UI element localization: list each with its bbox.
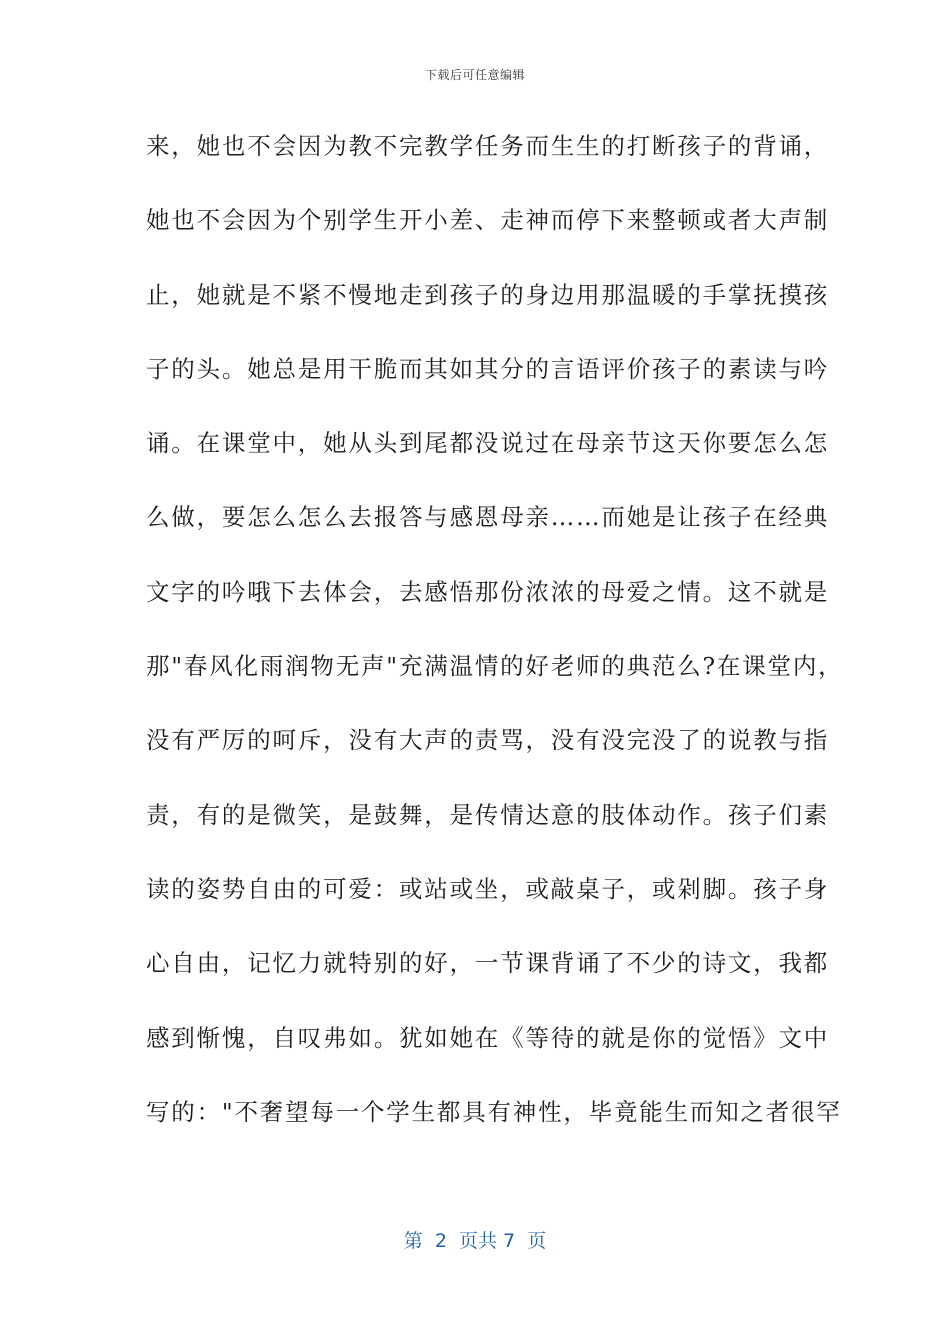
text-line: 没有严厉的呵斥，没有大声的责骂，没有没完没了的说教与指 bbox=[146, 726, 830, 755]
text-line: 写的："不奢望每一个学生都具有神性，毕竟能生而知之者很罕 bbox=[146, 1097, 842, 1126]
text-line: 止，她就是不紧不慢地走到孩子的身边用那温暖的手掌抚摸孩 bbox=[146, 280, 830, 309]
page-number-footer: 第 2 页共 7 页 bbox=[403, 1230, 547, 1252]
text-line: 读的姿势自由的可爱：或站或坐，或敲桌子，或剁脚。孩子身 bbox=[146, 874, 830, 903]
body-text bbox=[146, 120, 844, 1160]
text-line: 来，她也不会因为教不完教学任务而生生的打断孩子的背诵， bbox=[146, 132, 830, 160]
text-line: 责，有的是微笑，是鼓舞，是传情达意的肢体动作。孩子们素 bbox=[146, 800, 830, 829]
text-line: 她也不会因为个别学生开小差、走神而停下来整顿或者大声制 bbox=[146, 206, 830, 235]
text-line: 心自由，记忆力就特别的好，一节课背诵了不少的诗文，我都 bbox=[146, 949, 830, 978]
text-line: 文字的吟哦下去体会，去感悟那份浓浓的母爱之情。这不就是 bbox=[146, 577, 830, 606]
text-line: 么做，要怎么怎么去报答与感恩母亲……而她是让孩子在经典 bbox=[146, 503, 830, 532]
header-note: 下载后可任意编辑 bbox=[424, 68, 525, 82]
text-line: 诵。在课堂中，她从头到尾都没说过在母亲节这天你要怎么怎 bbox=[146, 429, 830, 458]
text-line: 子的头。她总是用干脆而其如其分的言语评价孩子的素读与吟 bbox=[146, 354, 830, 383]
text-line: 那"春风化雨润物无声"充满温情的好老师的典范么?在课堂内， bbox=[146, 652, 844, 681]
text-line: 感到惭愧，自叹弗如。犹如她在《等待的就是你的觉悟》文中 bbox=[146, 1023, 830, 1052]
